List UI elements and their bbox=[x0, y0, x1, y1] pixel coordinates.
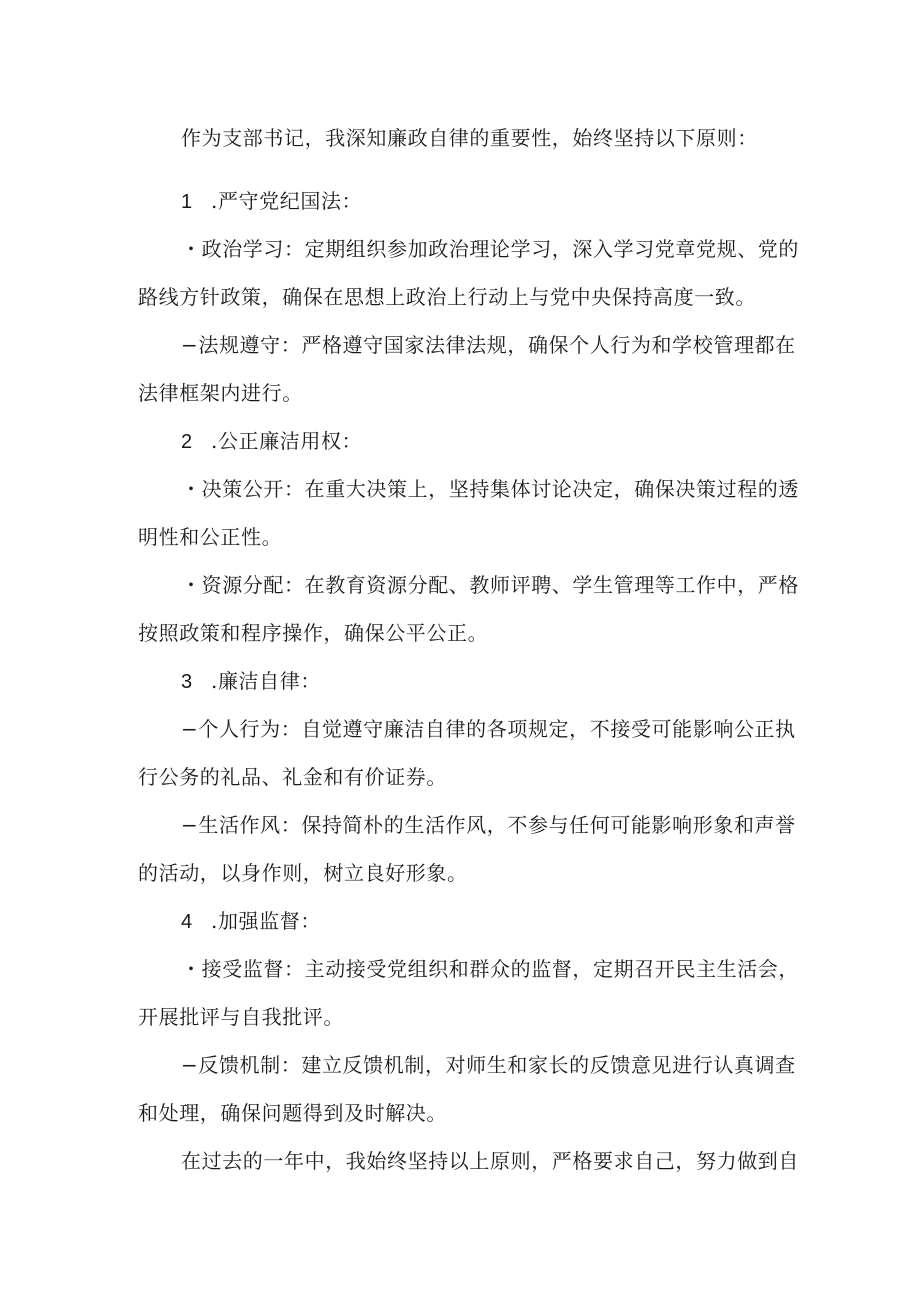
item-line: 和处理，确保问题得到及时解决。 bbox=[138, 1101, 447, 1125]
section-number: 4 bbox=[181, 911, 193, 933]
item-line: −生活作风：保持简朴的生活作风，不参与任何可能影响形象和声誉 bbox=[181, 813, 796, 837]
section-heading bbox=[181, 909, 321, 934]
section-number: 3 bbox=[181, 671, 193, 693]
item-line: 路线方针政策，确保在思想上政治上行动上与党中央保持高度一致。 bbox=[138, 285, 756, 309]
section-title: .严守党纪国法： bbox=[211, 189, 363, 213]
section-heading bbox=[181, 669, 321, 694]
item-line: ・资源分配：在教育资源分配、教师评聘、学生管理等工作中，严格 bbox=[181, 573, 799, 597]
item-line: 开展批评与自我批评。 bbox=[138, 1005, 344, 1029]
section-heading bbox=[181, 429, 362, 454]
section-number: 2 bbox=[181, 431, 193, 453]
item-line: 明性和公正性。 bbox=[138, 525, 283, 549]
item-line: −反馈机制：建立反馈机制，对师生和家长的反馈意见进行认真调查 bbox=[181, 1053, 796, 1077]
section-title: .公正廉洁用权： bbox=[211, 429, 363, 453]
section-heading bbox=[181, 189, 362, 214]
item-line: 法律框架内进行。 bbox=[138, 381, 303, 405]
item-line: ・政治学习：定期组织参加政治理论学习，深入学习党章党规、党的 bbox=[181, 237, 799, 261]
item-line: −个人行为：自觉遵守廉洁自律的各项规定，不接受可能影响公正执 bbox=[181, 717, 796, 741]
item-line: 的活动，以身作则，树立良好形象。 bbox=[138, 861, 468, 885]
item-line: 按照政策和程序操作，确保公平公正。 bbox=[138, 621, 489, 645]
item-line: 行公务的礼品、礼金和有价证券。 bbox=[138, 765, 447, 789]
section-title: .加强监督： bbox=[211, 909, 321, 933]
intro-paragraph: 作为支部书记，我深知廉政自律的重要性，始终坚持以下原则： bbox=[181, 126, 758, 150]
item-line: ・接受监督：主动接受党组织和群众的监督，定期召开民主生活会， bbox=[181, 957, 799, 981]
item-line: −法规遵守：严格遵守国家法律法规，确保个人行为和学校管理都在 bbox=[181, 333, 796, 357]
section-number: 1 bbox=[181, 191, 193, 213]
item-line: ・决策公开：在重大决策上，坚持集体讨论决定，确保决策过程的透 bbox=[181, 477, 799, 501]
section-title: .廉洁自律： bbox=[211, 669, 321, 693]
closing-paragraph: 在过去的一年中，我始终坚持以上原则，严格要求自己，努力做到自 bbox=[181, 1149, 799, 1173]
